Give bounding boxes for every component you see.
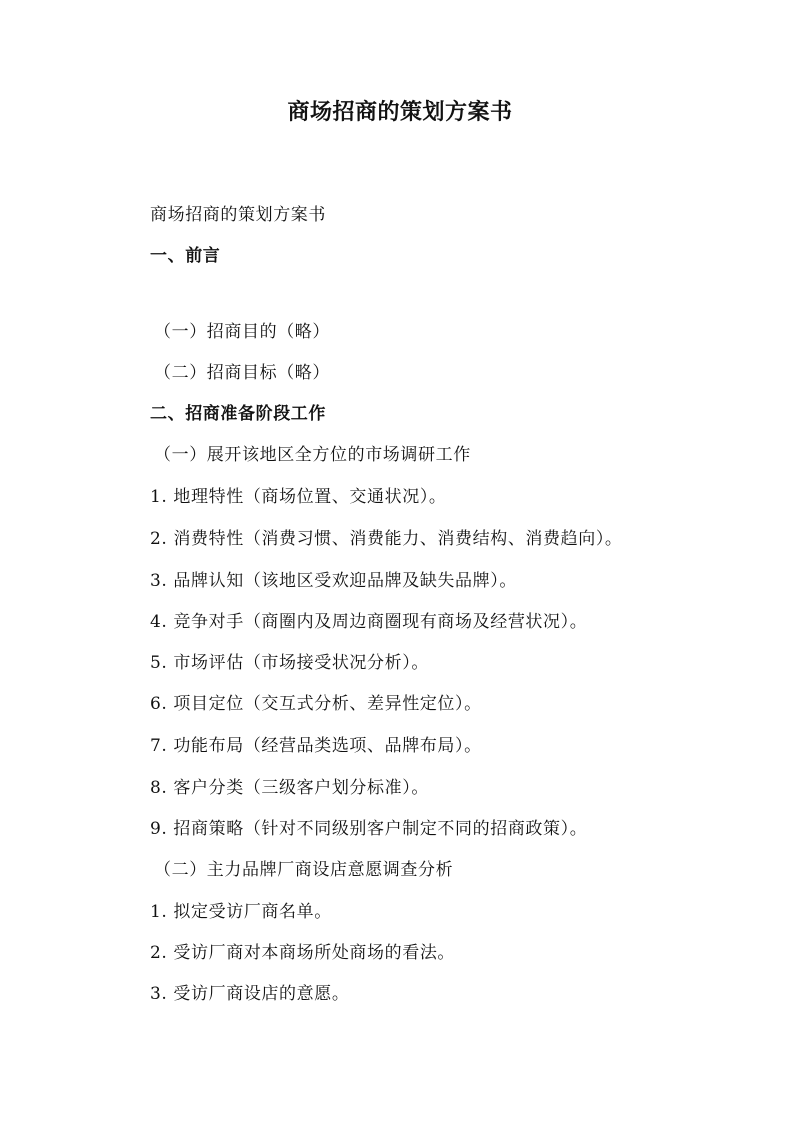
- list-item: 9. 招商策略（针对不同级别客户制定不同的招商政策）。: [150, 819, 588, 839]
- list-item: 1. 拟定受访厂商名单。: [150, 902, 332, 922]
- section-1-heading: 一、前言: [150, 246, 221, 266]
- section-2-heading: 二、招商准备阶段工作: [150, 404, 326, 424]
- subsection-2-heading: （二）主力品牌厂商设店意愿调查分析: [154, 860, 454, 880]
- document-title: 商场招商的策划方案书: [287, 99, 513, 125]
- list-item: 6. 项目定位（交互式分析、差异性定位）。: [150, 694, 482, 714]
- list-item: 3. 受访厂商设店的意愿。: [150, 984, 350, 1004]
- subsection-1-heading: （一）展开该地区全方位的市场调研工作: [154, 445, 471, 465]
- list-item: 7. 功能布局（经营品类选项、品牌布局）。: [150, 736, 482, 756]
- list-item: 8. 客户分类（三级客户划分标准）。: [150, 778, 429, 798]
- list-item: 1. 地理特性（商场位置、交通状况）。: [150, 487, 447, 507]
- list-item: 3. 品牌认知（该地区受欢迎品牌及缺失品牌）。: [150, 571, 517, 591]
- list-item: 2. 受访厂商对本商场所处商场的看法。: [150, 943, 456, 963]
- section-1-item: （二）招商目标（略）: [154, 363, 330, 383]
- list-item: 2. 消费特性（消费习惯、消费能力、消费结构、消费趋向）。: [150, 529, 623, 549]
- section-1-item: （一）招商目的（略）: [154, 322, 330, 342]
- intro-line: 商场招商的策划方案书: [150, 205, 326, 225]
- list-item: 5. 市场评估（市场接受状况分析）。: [150, 653, 429, 673]
- list-item: 4. 竞争对手（商圈内及周边商圈现有商场及经营状况）。: [150, 612, 588, 632]
